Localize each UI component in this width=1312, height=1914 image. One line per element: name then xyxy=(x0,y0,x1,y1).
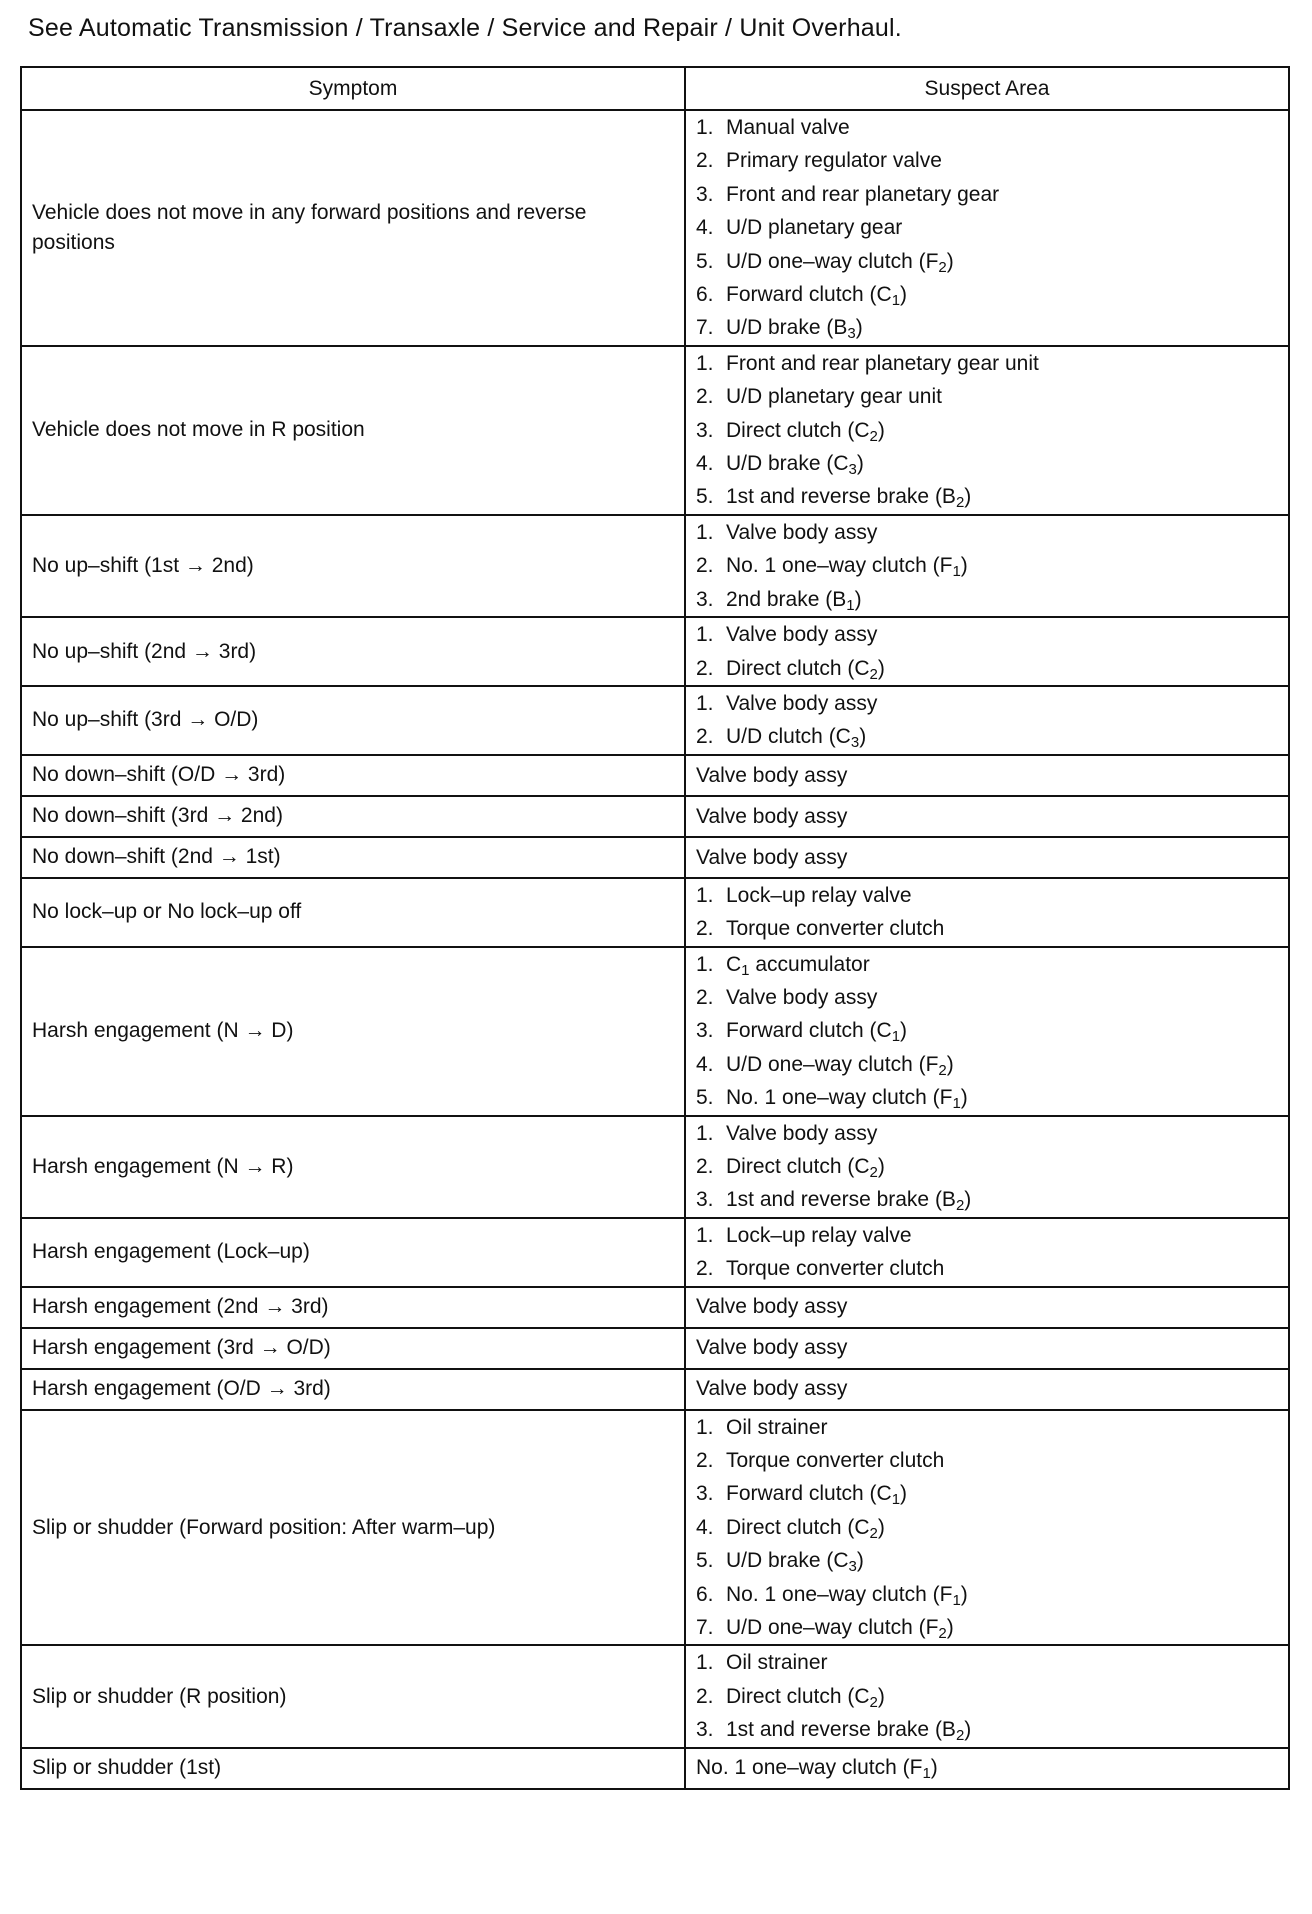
symptom-cell: Slip or shudder (R position) xyxy=(21,1645,685,1747)
item-number: 4. xyxy=(696,216,714,240)
item-text: U/D clutch (C xyxy=(726,725,851,749)
diagnosis-table xyxy=(20,66,1290,1790)
item-number: 2. xyxy=(696,985,714,1009)
item-number: 2. xyxy=(696,1449,714,1472)
suspect-item xyxy=(696,1117,1278,1150)
suspect-area-cell xyxy=(685,1369,1289,1410)
item-subscript: 1 xyxy=(741,961,750,979)
item-suffix: ) xyxy=(964,1188,972,1212)
suspect-list xyxy=(696,800,1278,833)
item-text: 1st and reverse brake (B xyxy=(726,485,956,509)
item-subscript: 2 xyxy=(938,258,947,276)
suspect-item xyxy=(696,1331,1278,1364)
item-suffix: ) xyxy=(877,1684,885,1708)
item-subscript: 2 xyxy=(869,1163,878,1181)
item-subscript: 1 xyxy=(891,292,901,310)
table-row xyxy=(21,755,1289,796)
suspect-list xyxy=(696,618,1278,685)
item-text: Oil strainer xyxy=(726,1415,828,1439)
suspect-item xyxy=(696,1680,1278,1713)
item-suffix: ) xyxy=(946,1616,954,1640)
suspect-item xyxy=(696,111,1278,144)
item-suffix: ) xyxy=(856,1549,864,1573)
symptom-cell: Harsh engagement (2nd → 3rd) xyxy=(21,1287,685,1328)
item-text: 1st and reverse brake (B xyxy=(726,1718,956,1742)
item-number: 1. xyxy=(696,1651,714,1675)
item-text: Torque converter clutch xyxy=(726,917,945,941)
item-number: 6. xyxy=(696,283,714,307)
item-text: Direct clutch (C xyxy=(726,418,870,442)
symptom-cell: Vehicle does not move in any forward positions and reverse positions xyxy=(21,110,685,346)
item-number: 2. xyxy=(696,725,714,749)
item-number: 1. xyxy=(696,1121,714,1145)
item-suffix: ) xyxy=(946,249,954,273)
item-number: 3. xyxy=(696,1019,714,1043)
table-row xyxy=(21,1116,1289,1218)
table-header-row xyxy=(21,67,1289,110)
item-text: Valve body assy xyxy=(696,1295,848,1319)
suspect-list xyxy=(696,1331,1278,1364)
item-number: 5. xyxy=(696,1086,714,1110)
suspect-item xyxy=(696,687,1278,720)
item-suffix: ) xyxy=(960,1086,968,1110)
suspect-item xyxy=(696,144,1278,177)
table-row xyxy=(21,1645,1289,1747)
item-text: Valve body assy xyxy=(696,763,848,787)
suspect-item xyxy=(696,1477,1278,1510)
item-text: Valve body assy xyxy=(726,1121,878,1145)
item-text: Direct clutch (C xyxy=(726,1684,870,1708)
item-text: No. 1 one–way clutch (F xyxy=(726,1086,953,1110)
item-text: Torque converter clutch xyxy=(726,1257,945,1281)
item-number: 1. xyxy=(696,116,714,139)
table-row xyxy=(21,346,1289,515)
symptom-cell: Harsh engagement (3rd → O/D) xyxy=(21,1328,685,1369)
suspect-item xyxy=(696,1219,1278,1252)
item-number: 1. xyxy=(696,1415,714,1439)
item-number: 1. xyxy=(696,883,714,907)
item-text: No. 1 one–way clutch (F xyxy=(726,1582,953,1606)
item-suffix: ) xyxy=(930,1756,938,1780)
item-number: 1. xyxy=(696,623,714,647)
suspect-item xyxy=(696,1081,1278,1114)
suspect-item xyxy=(696,1372,1278,1405)
item-subscript: 2 xyxy=(938,1061,947,1079)
item-text: 1st and reverse brake (B xyxy=(726,1188,956,1212)
suspect-area-cell xyxy=(685,1116,1289,1218)
item-suffix: ) xyxy=(900,1482,908,1506)
item-text: Front and rear planetary gear xyxy=(726,182,1000,206)
suspect-area-cell xyxy=(685,1328,1289,1369)
item-text: Direct clutch (C xyxy=(726,656,870,680)
item-text: 2nd brake (B xyxy=(726,587,847,611)
item-subscript: 1 xyxy=(891,1028,901,1046)
item-suffix: ) xyxy=(960,554,968,578)
item-suffix: ) xyxy=(856,452,864,476)
suspect-area-cell xyxy=(685,755,1289,796)
item-suffix: ) xyxy=(964,1718,972,1742)
suspect-item xyxy=(696,1411,1278,1444)
symptom-column-header: Symptom xyxy=(21,67,685,110)
item-subscript: 1 xyxy=(846,596,855,614)
suspect-list xyxy=(696,1117,1278,1217)
suspect-item xyxy=(696,1611,1278,1644)
item-text: U/D one–way clutch (F xyxy=(726,1616,939,1640)
item-number: 2. xyxy=(696,1154,714,1178)
suspect-list xyxy=(696,1219,1278,1286)
suspect-area-cell xyxy=(685,796,1289,837)
table-row xyxy=(21,1287,1289,1328)
suspect-list xyxy=(696,111,1278,345)
item-number: 6. xyxy=(696,1582,714,1606)
item-number: 2. xyxy=(696,656,714,680)
item-number: 2. xyxy=(696,149,714,173)
item-text: Valve body assy xyxy=(726,520,878,544)
item-text: Forward clutch (C xyxy=(726,1019,892,1043)
item-number: 4. xyxy=(696,1052,714,1076)
suspect-item xyxy=(696,1252,1278,1285)
suspect-item xyxy=(696,841,1278,874)
suspect-item xyxy=(696,1646,1278,1679)
table-row xyxy=(21,1410,1289,1646)
suspect-area-column-header: Suspect Area xyxy=(685,67,1289,110)
item-text: Oil strainer xyxy=(726,1651,828,1675)
symptom-cell: Vehicle does not move in R position xyxy=(21,346,685,515)
item-subscript: 2 xyxy=(869,1693,878,1711)
suspect-area-cell xyxy=(685,947,1289,1116)
table-body xyxy=(21,110,1289,1789)
suspect-list xyxy=(696,1646,1278,1746)
table-row xyxy=(21,686,1289,755)
item-text: C xyxy=(726,952,742,976)
item-text: Direct clutch (C xyxy=(726,1154,870,1178)
item-suffix: ) xyxy=(964,485,972,509)
suspect-item xyxy=(696,652,1278,685)
suspect-item xyxy=(696,347,1278,380)
item-suffix: ) xyxy=(900,283,908,307)
suspect-area-cell xyxy=(685,686,1289,755)
item-suffix: ) xyxy=(859,725,867,749)
item-subscript: 2 xyxy=(869,665,878,683)
table-row xyxy=(21,796,1289,837)
item-subscript: 1 xyxy=(952,1591,961,1609)
suspect-item xyxy=(696,1290,1278,1323)
item-number: 1. xyxy=(696,952,714,976)
suspect-item xyxy=(696,245,1278,278)
item-suffix: ) xyxy=(900,1019,908,1043)
item-number: 4. xyxy=(696,1515,714,1539)
suspect-item xyxy=(696,1444,1278,1477)
table-row xyxy=(21,1369,1289,1410)
symptom-cell: Harsh engagement (N → R) xyxy=(21,1116,685,1218)
item-subscript: 3 xyxy=(850,734,860,752)
suspect-item xyxy=(696,311,1278,344)
item-number: 1. xyxy=(696,691,714,715)
item-text: Valve body assy xyxy=(726,985,878,1009)
item-text: U/D one–way clutch (F xyxy=(726,1052,939,1076)
suspect-list xyxy=(696,1411,1278,1645)
suspect-item xyxy=(696,414,1278,447)
item-number: 2. xyxy=(696,1257,714,1281)
table-row xyxy=(21,617,1289,686)
suspect-area-cell xyxy=(685,110,1289,346)
item-text: Direct clutch (C xyxy=(726,1515,870,1539)
item-text: No. 1 one–way clutch (F xyxy=(696,1756,923,1780)
item-subscript: 2 xyxy=(869,427,878,445)
suspect-item xyxy=(696,981,1278,1014)
item-number: 4. xyxy=(696,452,714,476)
suspect-list xyxy=(696,948,1278,1115)
item-number: 1. xyxy=(696,1223,714,1247)
symptom-cell: No down–shift (O/D → 3rd) xyxy=(21,755,685,796)
item-subscript: 1 xyxy=(922,1765,931,1783)
item-subscript: 2 xyxy=(938,1625,947,1643)
symptom-cell: No up–shift (1st → 2nd) xyxy=(21,515,685,617)
item-text: Forward clutch (C xyxy=(726,283,892,307)
symptom-cell: Harsh engagement (Lock–up) xyxy=(21,1218,685,1287)
table-row xyxy=(21,515,1289,617)
item-number: 5. xyxy=(696,485,714,509)
suspect-item xyxy=(696,380,1278,413)
suspect-item xyxy=(696,211,1278,244)
intro-text: See Automatic Transmission / Transaxle / Service and Repair / Unit Overhaul. xyxy=(28,14,902,42)
suspect-area-cell xyxy=(685,1748,1289,1789)
item-subscript: 2 xyxy=(955,1197,965,1215)
item-suffix: ) xyxy=(877,418,885,442)
suspect-item xyxy=(696,1511,1278,1544)
suspect-area-cell xyxy=(685,837,1289,878)
item-subscript: 1 xyxy=(952,563,961,581)
suspect-item xyxy=(696,516,1278,549)
suspect-item xyxy=(696,1014,1278,1047)
item-number: 3. xyxy=(696,1482,714,1506)
suspect-item xyxy=(696,800,1278,833)
suspect-area-cell xyxy=(685,1645,1289,1747)
item-text: U/D brake (C xyxy=(726,1549,849,1573)
item-suffix: ) xyxy=(960,1582,968,1606)
suspect-item xyxy=(696,1713,1278,1746)
item-subscript: 1 xyxy=(952,1095,961,1113)
item-number: 5. xyxy=(696,1549,714,1573)
item-text: U/D planetary gear unit xyxy=(726,385,942,409)
suspect-item xyxy=(696,1578,1278,1611)
symptom-cell: Slip or shudder (1st) xyxy=(21,1748,685,1789)
item-subscript: 2 xyxy=(955,1727,965,1745)
suspect-list xyxy=(696,516,1278,616)
item-number: 2. xyxy=(696,385,714,409)
item-number: 3. xyxy=(696,1718,714,1742)
item-text: U/D one–way clutch (F xyxy=(726,249,939,273)
table-row xyxy=(21,1748,1289,1789)
symptom-cell: No lock–up or No lock–up off xyxy=(21,878,685,947)
suspect-item xyxy=(696,278,1278,311)
symptom-cell: Slip or shudder (Forward position: After warm–up) xyxy=(21,1410,685,1646)
item-number: 1. xyxy=(696,520,714,544)
symptom-cell: Harsh engagement (N → D) xyxy=(21,947,685,1116)
suspect-item xyxy=(696,480,1278,513)
suspect-item xyxy=(696,912,1278,945)
item-number: 3. xyxy=(696,1188,714,1212)
item-suffix: ) xyxy=(877,1154,885,1178)
table-row xyxy=(21,110,1289,346)
item-subscript: 3 xyxy=(847,325,856,343)
suspect-item xyxy=(696,447,1278,480)
suspect-list xyxy=(696,759,1278,792)
item-number: 3. xyxy=(696,182,714,206)
item-subscript: 2 xyxy=(869,1524,878,1542)
suspect-item xyxy=(696,759,1278,792)
item-text: Valve body assy xyxy=(696,845,848,869)
table-row xyxy=(21,1328,1289,1369)
suspect-item xyxy=(696,618,1278,651)
item-text: Valve body assy xyxy=(726,691,878,715)
suspect-item xyxy=(696,1048,1278,1081)
item-suffix: accumulator xyxy=(749,952,870,976)
suspect-item xyxy=(696,948,1278,981)
item-text: Torque converter clutch xyxy=(726,1449,945,1472)
suspect-list xyxy=(696,687,1278,754)
item-number: 1. xyxy=(696,351,714,375)
symptom-cell: No down–shift (2nd → 1st) xyxy=(21,837,685,878)
item-suffix: ) xyxy=(877,1515,885,1539)
suspect-list xyxy=(696,1290,1278,1323)
suspect-item xyxy=(696,1150,1278,1183)
item-subscript: 3 xyxy=(848,1558,857,1576)
suspect-item xyxy=(696,549,1278,582)
item-number: 2. xyxy=(696,917,714,941)
item-text: Lock–up relay valve xyxy=(726,883,912,907)
suspect-list xyxy=(696,1372,1278,1405)
suspect-item xyxy=(696,720,1278,753)
suspect-area-cell xyxy=(685,878,1289,947)
item-number: 3. xyxy=(696,587,714,611)
table-row xyxy=(21,1218,1289,1287)
suspect-item xyxy=(696,583,1278,616)
suspect-area-cell xyxy=(685,346,1289,515)
suspect-area-cell xyxy=(685,1287,1289,1328)
item-text: U/D planetary gear xyxy=(726,216,903,240)
item-suffix: ) xyxy=(877,656,885,680)
suspect-item xyxy=(696,1751,1278,1784)
item-subscript: 3 xyxy=(848,461,857,479)
item-number: 7. xyxy=(696,316,714,340)
item-suffix: ) xyxy=(855,316,863,340)
item-suffix: ) xyxy=(854,587,862,611)
suspect-area-cell xyxy=(685,1410,1289,1646)
suspect-list xyxy=(696,347,1278,514)
item-number: 7. xyxy=(696,1616,714,1640)
item-text: Valve body assy xyxy=(726,623,878,647)
item-suffix: ) xyxy=(946,1052,954,1076)
suspect-area-cell xyxy=(685,515,1289,617)
symptom-cell: No up–shift (3rd → O/D) xyxy=(21,686,685,755)
suspect-area-cell xyxy=(685,1218,1289,1287)
symptom-cell: Harsh engagement (O/D → 3rd) xyxy=(21,1369,685,1410)
suspect-item xyxy=(696,178,1278,211)
table-row xyxy=(21,878,1289,947)
symptom-cell: No down–shift (3rd → 2nd) xyxy=(21,796,685,837)
suspect-item xyxy=(696,1544,1278,1577)
item-text: Valve body assy xyxy=(696,1336,848,1360)
item-number: 2. xyxy=(696,554,714,578)
item-number: 3. xyxy=(696,418,714,442)
item-text: Primary regulator valve xyxy=(726,149,942,173)
item-number: 5. xyxy=(696,249,714,273)
table-row xyxy=(21,947,1289,1116)
item-number: 2. xyxy=(696,1684,714,1708)
item-subscript: 2 xyxy=(955,494,965,512)
item-text: Valve body assy xyxy=(696,1377,848,1401)
item-subscript: 1 xyxy=(891,1491,901,1509)
suspect-item xyxy=(696,879,1278,912)
item-text: Front and rear planetary gear unit xyxy=(726,351,1039,375)
table-row xyxy=(21,837,1289,878)
item-text: Manual valve xyxy=(726,116,850,139)
symptom-cell: No up–shift (2nd → 3rd) xyxy=(21,617,685,686)
suspect-list xyxy=(696,879,1278,946)
item-text: Lock–up relay valve xyxy=(726,1223,912,1247)
suspect-item xyxy=(696,1183,1278,1216)
item-text: No. 1 one–way clutch (F xyxy=(726,554,953,578)
item-text: Valve body assy xyxy=(696,804,848,828)
item-text: U/D brake (C xyxy=(726,452,849,476)
item-text: U/D brake (B xyxy=(726,316,848,340)
item-text: Forward clutch (C xyxy=(726,1482,892,1506)
suspect-list xyxy=(696,1751,1278,1784)
suspect-area-cell xyxy=(685,617,1289,686)
suspect-list xyxy=(696,841,1278,874)
